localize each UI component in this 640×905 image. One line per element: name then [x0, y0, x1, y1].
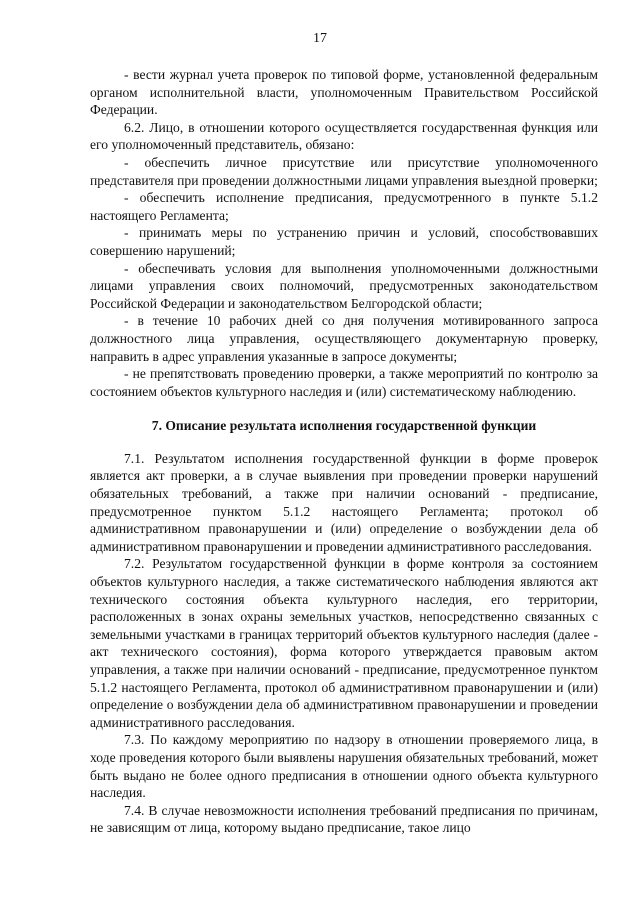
document-body — [90, 66, 598, 837]
page-number: 17 — [313, 31, 327, 46]
paragraph: - вести журнал учета проверок по типовой форме, установленной федеральным органом исполнительной власти, уполномоченным Правительством Российской Федерации. — [90, 67, 598, 118]
paragraph: 6.2. Лицо, в отношении которого осуществляется государственная функция или его уполномоченный представитель, обязано: — [90, 119, 598, 153]
paragraph: 7.2. Результатом государственной функции в форме контроля за состоянием объектов культурного наследия, а также систематического наблюдения являются акт технического состояния объекта культурного наследия, его территории, расположенных в зонах охраны земельных участков, непосредственно связанных с земельными участками в границах территорий объектов культурного наследия (далее - акт технического состояния), форма которого утверждается правовым актом управления, а также при наличии оснований - предписание, предусмотренное пунктом 5.1.2 настоящего Регламента, протокол об административном правонарушении и (или) определение о возбуждении дела об административном правонарушении и проведении административного расследования. — [90, 556, 598, 730]
paragraph: 7.3. По каждому мероприятию по надзору в отношении проверяемого лица, в ходе проведения которого были выявлены нарушения обязательных требований, может быть выдано не более одного предписания в отношении одного объекта культурного наследия. — [90, 732, 598, 801]
paragraph: - обеспечить исполнение предписания, предусмотренного в пункте 5.1.2 настоящего Регламента; — [90, 190, 598, 223]
paragraph: - в течение 10 рабочих дней со дня получения мотивированного запроса должностного лица управления, осуществляющего документарную проверку, направить в адрес управления указанные в запросе документы; — [90, 313, 598, 364]
paragraph: - принимать меры по устранению причин и условий, способствовавших совершению нарушений; — [90, 225, 598, 258]
paragraph: 7.1. Результатом исполнения государственной функции в форме проверок является акт проверки, а в случае выявления при проведении проверки нарушений обязательных требований, а также при наличии оснований - предписание, предусмотренное пунктом 5.1.2 настоящего Регламента; протокол об административном правонарушении и (или) определение о возбуждении дела об административном правонарушении и проведении административного расследования. — [90, 450, 598, 554]
paragraph: - обеспечивать условия для выполнения уполномоченными должностными лицами управления своих полномочий, предусмотренных законодательством Российской Федерации и законодательством Белгородской области; — [90, 260, 598, 311]
paragraph: 7.4. В случае невозможности исполнения требований предписания по причинам, не зависящим от лица, которому выдано предписание, такое лицо — [90, 802, 598, 836]
section-heading: 7. Описание результата исполнения государственной функции — [151, 418, 537, 434]
paragraph: - не препятствовать проведению проверки, а также мероприятий по контролю за состоянием объектов культурного наследия и (или) систематическому наблюдению. — [90, 366, 598, 399]
paragraph: - обеспечить личное присутствие или присутствие уполномоченного представителя при проведении должностными лицами управления выездной проверки; — [90, 154, 598, 188]
